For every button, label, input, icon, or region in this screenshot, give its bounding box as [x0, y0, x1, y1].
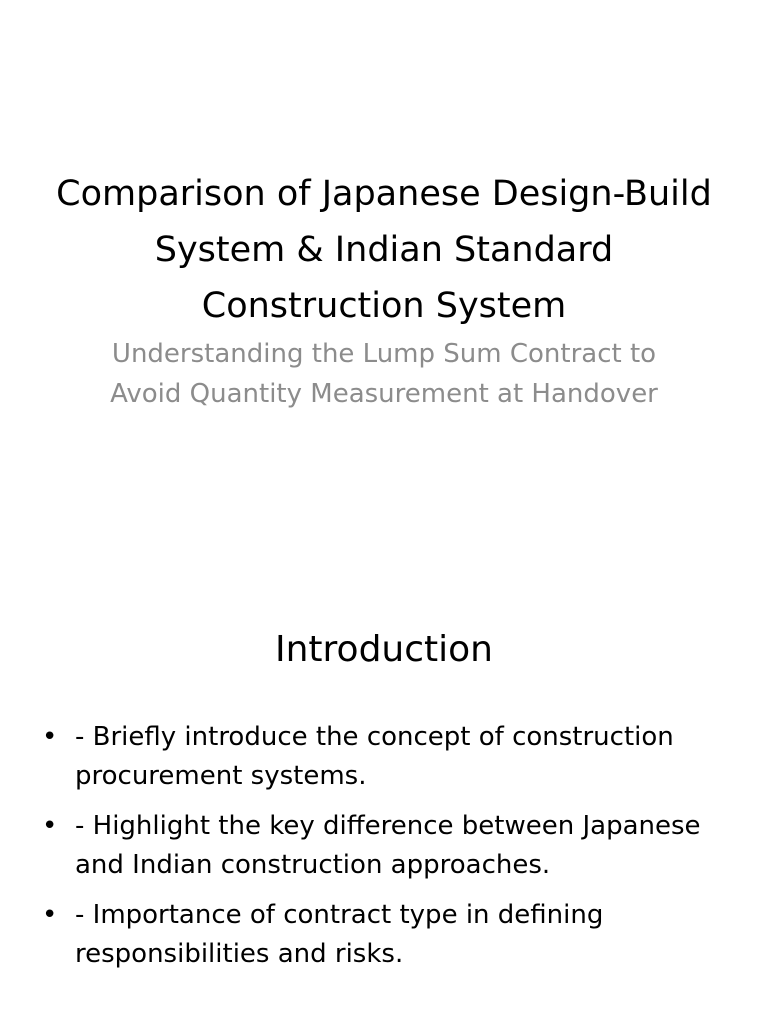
bullet-text: - Briefly introduce the concept of construction procurement systems.	[75, 722, 674, 791]
bullet-item	[38, 896, 738, 974]
slide-title-text: Comparison of Japanese Design-Build System & Indian Standard Construction System	[56, 174, 712, 326]
slide-heading: Introduction	[274, 629, 493, 670]
bullet-item	[38, 718, 738, 796]
bullet-item	[38, 807, 738, 885]
slide-subtitle-text: Understanding the Lump Sum Contract to Avoid Quantity Measurement at Handover	[110, 339, 658, 409]
bullet-text: - Importance of contract type in defining responsibilities and risks.	[75, 900, 604, 969]
bullet-list	[38, 718, 738, 985]
bullet-text: - Highlight the key difference between Japanese and Indian construction approaches.	[75, 811, 701, 880]
bullet-icon: •	[42, 722, 58, 752]
slide-introduction	[0, 588, 768, 1024]
bullet-icon: •	[42, 900, 58, 930]
bullet-icon: •	[42, 811, 58, 841]
